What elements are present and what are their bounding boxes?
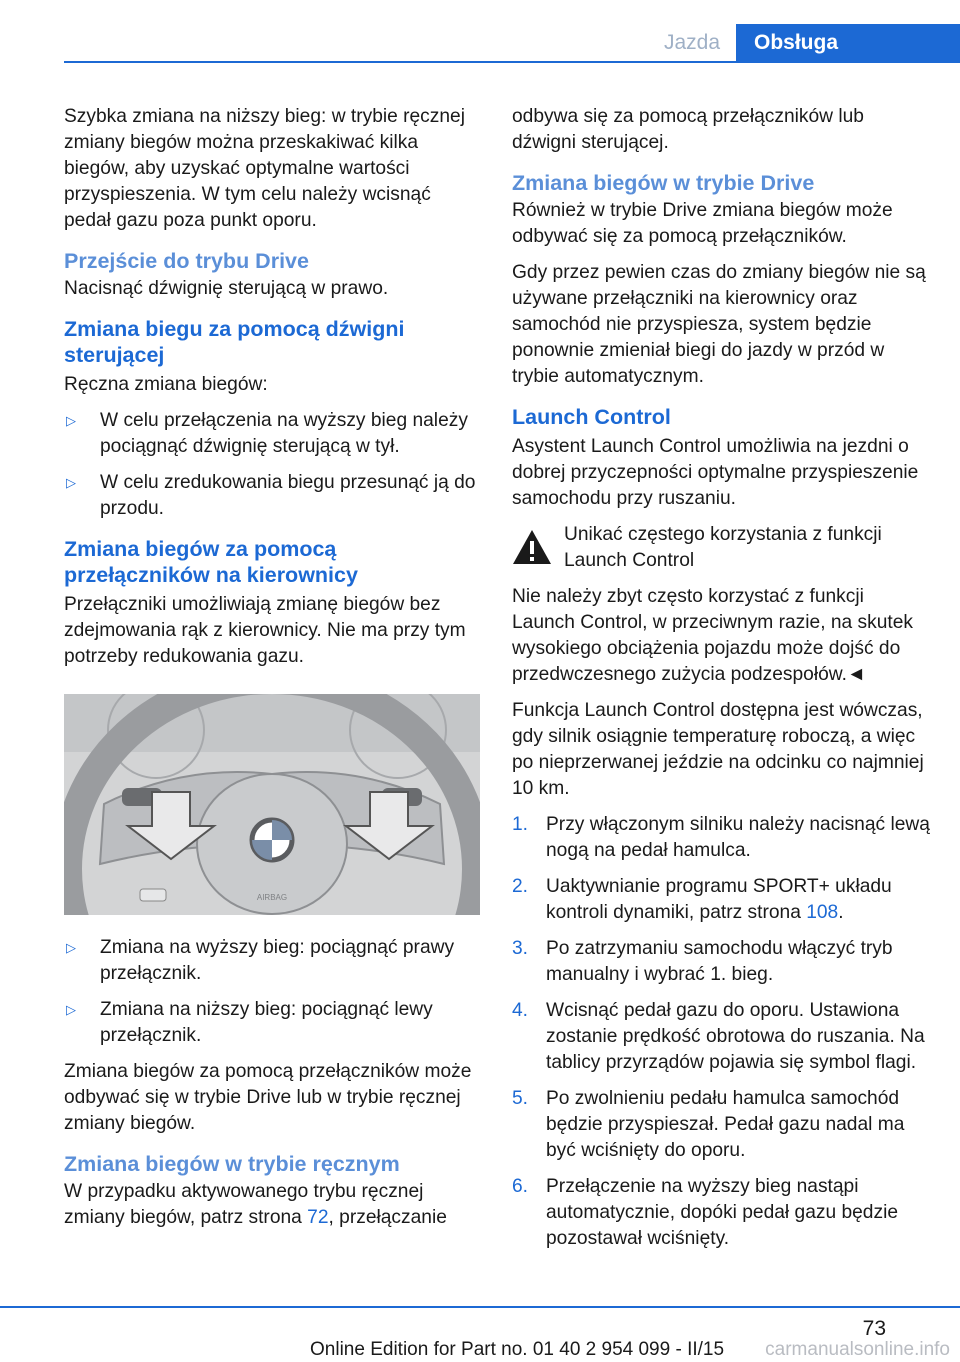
warning-block <box>512 522 932 574</box>
warning-paragraph: Nie należy zbyt często korzystać z funkcji Launch Control, w przeciwnym razie, na skutek wysokiego obciążenia pojazdu może dojść do przedwczesnego zużycia podzespołów.◄ <box>512 586 913 685</box>
warning-title: Unikać częstego korzystania z funkcji Launch Control <box>564 524 882 571</box>
edition-text: Online Edition for Part no. 01 40 2 954 099 - II/15 <box>310 1339 725 1360</box>
page-number: 73 <box>862 1317 886 1340</box>
drive-mode-paragraph-1: Również w trybie Drive zmiana biegów może odbywać się za pomocą przełączników. <box>512 200 893 247</box>
warning-triangle-icon <box>512 528 552 566</box>
lever-list <box>64 408 482 522</box>
heading-paddles: Zmiana biegów za pomocą przełączników na kierownicy <box>64 537 358 587</box>
paddles-list <box>64 935 482 1049</box>
list-item: ▷ W celu zredukowania biegu przesunąć ją do przodu. <box>66 472 476 519</box>
tab-jazda[interactable]: Jazda <box>663 31 721 54</box>
paddles-paragraph: Przełączniki umożliwiają zmianę biegów bez zdejmowania rąk z kierownicy. Nie ma przy tym potrzeby redukowania gazu. <box>64 594 466 667</box>
list-item: ▷ Zmiana na wyższy bieg: pociągnąć prawy przełącznik. <box>66 937 455 984</box>
manual-paragraph: Ręczna zmiana biegów: <box>64 374 268 395</box>
list-item: ▷ W celu przełączenia na wyższy bieg należy pociągnąć dźwignię sterującą w tył. <box>66 410 468 457</box>
heading-manual-mode: Zmiana biegów w trybie ręcznym <box>64 1152 400 1176</box>
paddles-modes-paragraph: Zmiana biegów za pomocą przełączników może odbywać się w trybie Drive lub w trybie ręcznej zmiany biegów. <box>64 1061 472 1134</box>
drive-mode-paragraph-2: Gdy przez pewien czas do zmiany biegów nie są używane przełączniki na kierownicy oraz samochód nie przyspiesza, system będzie ponownie zmieniał biegi do jazdy w przód w trybie automatycznym. <box>512 262 926 387</box>
continued-paragraph: odbywa się za pomocą przełączników lub dźwigni sterującej. <box>512 106 864 153</box>
heading-launch-control: Launch Control <box>512 405 671 429</box>
triangle-bullet-icon: ▷ <box>66 1002 76 1017</box>
intro-paragraph: Szybka zmiana na niższy bieg: w trybie ręcznej zmiany biegów można przeskakiwać kilka biegów, aby uzyskać optymalne wartości przyspieszenia. W tym celu należy wcisnąć pedał gazu poza punkt oporu. <box>64 106 465 231</box>
heading-drive: Przejście do trybu Drive <box>64 249 309 273</box>
page-link-108[interactable]: 108 <box>806 902 839 923</box>
launch-steps-list <box>512 812 932 1252</box>
heading-drive-mode: Zmiana biegów w trybie Drive <box>512 171 815 195</box>
triangle-bullet-icon: ▷ <box>66 413 76 428</box>
steering-wheel-figure <box>64 694 480 915</box>
manual-mode-paragraph: W przypadku aktywowanego trybu ręcznej zmiany biegów, patrz strona 72, przełączanie <box>64 1181 447 1228</box>
watermark: carmanualsonline.info <box>765 1339 950 1360</box>
launch-paragraph: Asystent Launch Control umożliwia na jezdni o dobrej przyczepności optymalne przyspieszenie samochodu przy ruszaniu. <box>512 436 919 509</box>
right-column <box>512 104 932 1262</box>
steering-wheel-image <box>64 694 480 915</box>
list-item: 3. Po zatrzymaniu samochodu włączyć tryb manualny i wybrać 1. bieg. <box>512 938 893 985</box>
list-item: 2. Uaktywnianie programu SPORT+ układu kontroli dynamiki, patrz strona 108. <box>512 876 892 923</box>
list-item: 6. Przełączenie na wyższy bieg nastąpi automatycznie, dopóki pedał gazu będzie pozostawał wciśnięty. <box>512 1176 899 1249</box>
availability-paragraph: Funkcja Launch Control dostępna jest wówczas, gdy silnik osiągnie temperaturę roboczą, a więc po nieprzerwanej jeździe na odcinku co najmniej 10 km. <box>512 700 924 799</box>
airbag-label: AIRBAG <box>256 893 288 902</box>
footer-rule <box>0 1306 960 1308</box>
list-item: 5. Po zwolnieniu pedału hamulca samochód będzie przyspieszał. Pedał gazu nadal ma być wciśnięty do oporu. <box>512 1088 905 1161</box>
heading-lever: Zmiana biegu za pomocą dźwigni sterującej <box>64 317 405 367</box>
list-item: ▷ Zmiana na niższy bieg: pociągnąć lewy przełącznik. <box>66 999 433 1046</box>
drive-paragraph: Nacisnąć dźwignię sterującą w prawo. <box>64 278 389 299</box>
left-column <box>64 104 482 1241</box>
page-link-72[interactable]: 72 <box>307 1207 329 1228</box>
triangle-bullet-icon: ▷ <box>66 475 76 490</box>
list-item: 4. Wcisnąć pedał gazu do oporu. Ustawiona zostanie prędkość obrotowa do ruszania. Na tablicy przyrządów pojawia się symbol flagi. <box>512 1000 925 1073</box>
triangle-bullet-icon: ▷ <box>66 940 76 955</box>
list-item: 1. Przy włączonym silniku należy nacisnąć lewą nogą na pedał hamulca. <box>512 814 930 861</box>
tab-obsluga[interactable]: Obsługa <box>736 24 960 62</box>
